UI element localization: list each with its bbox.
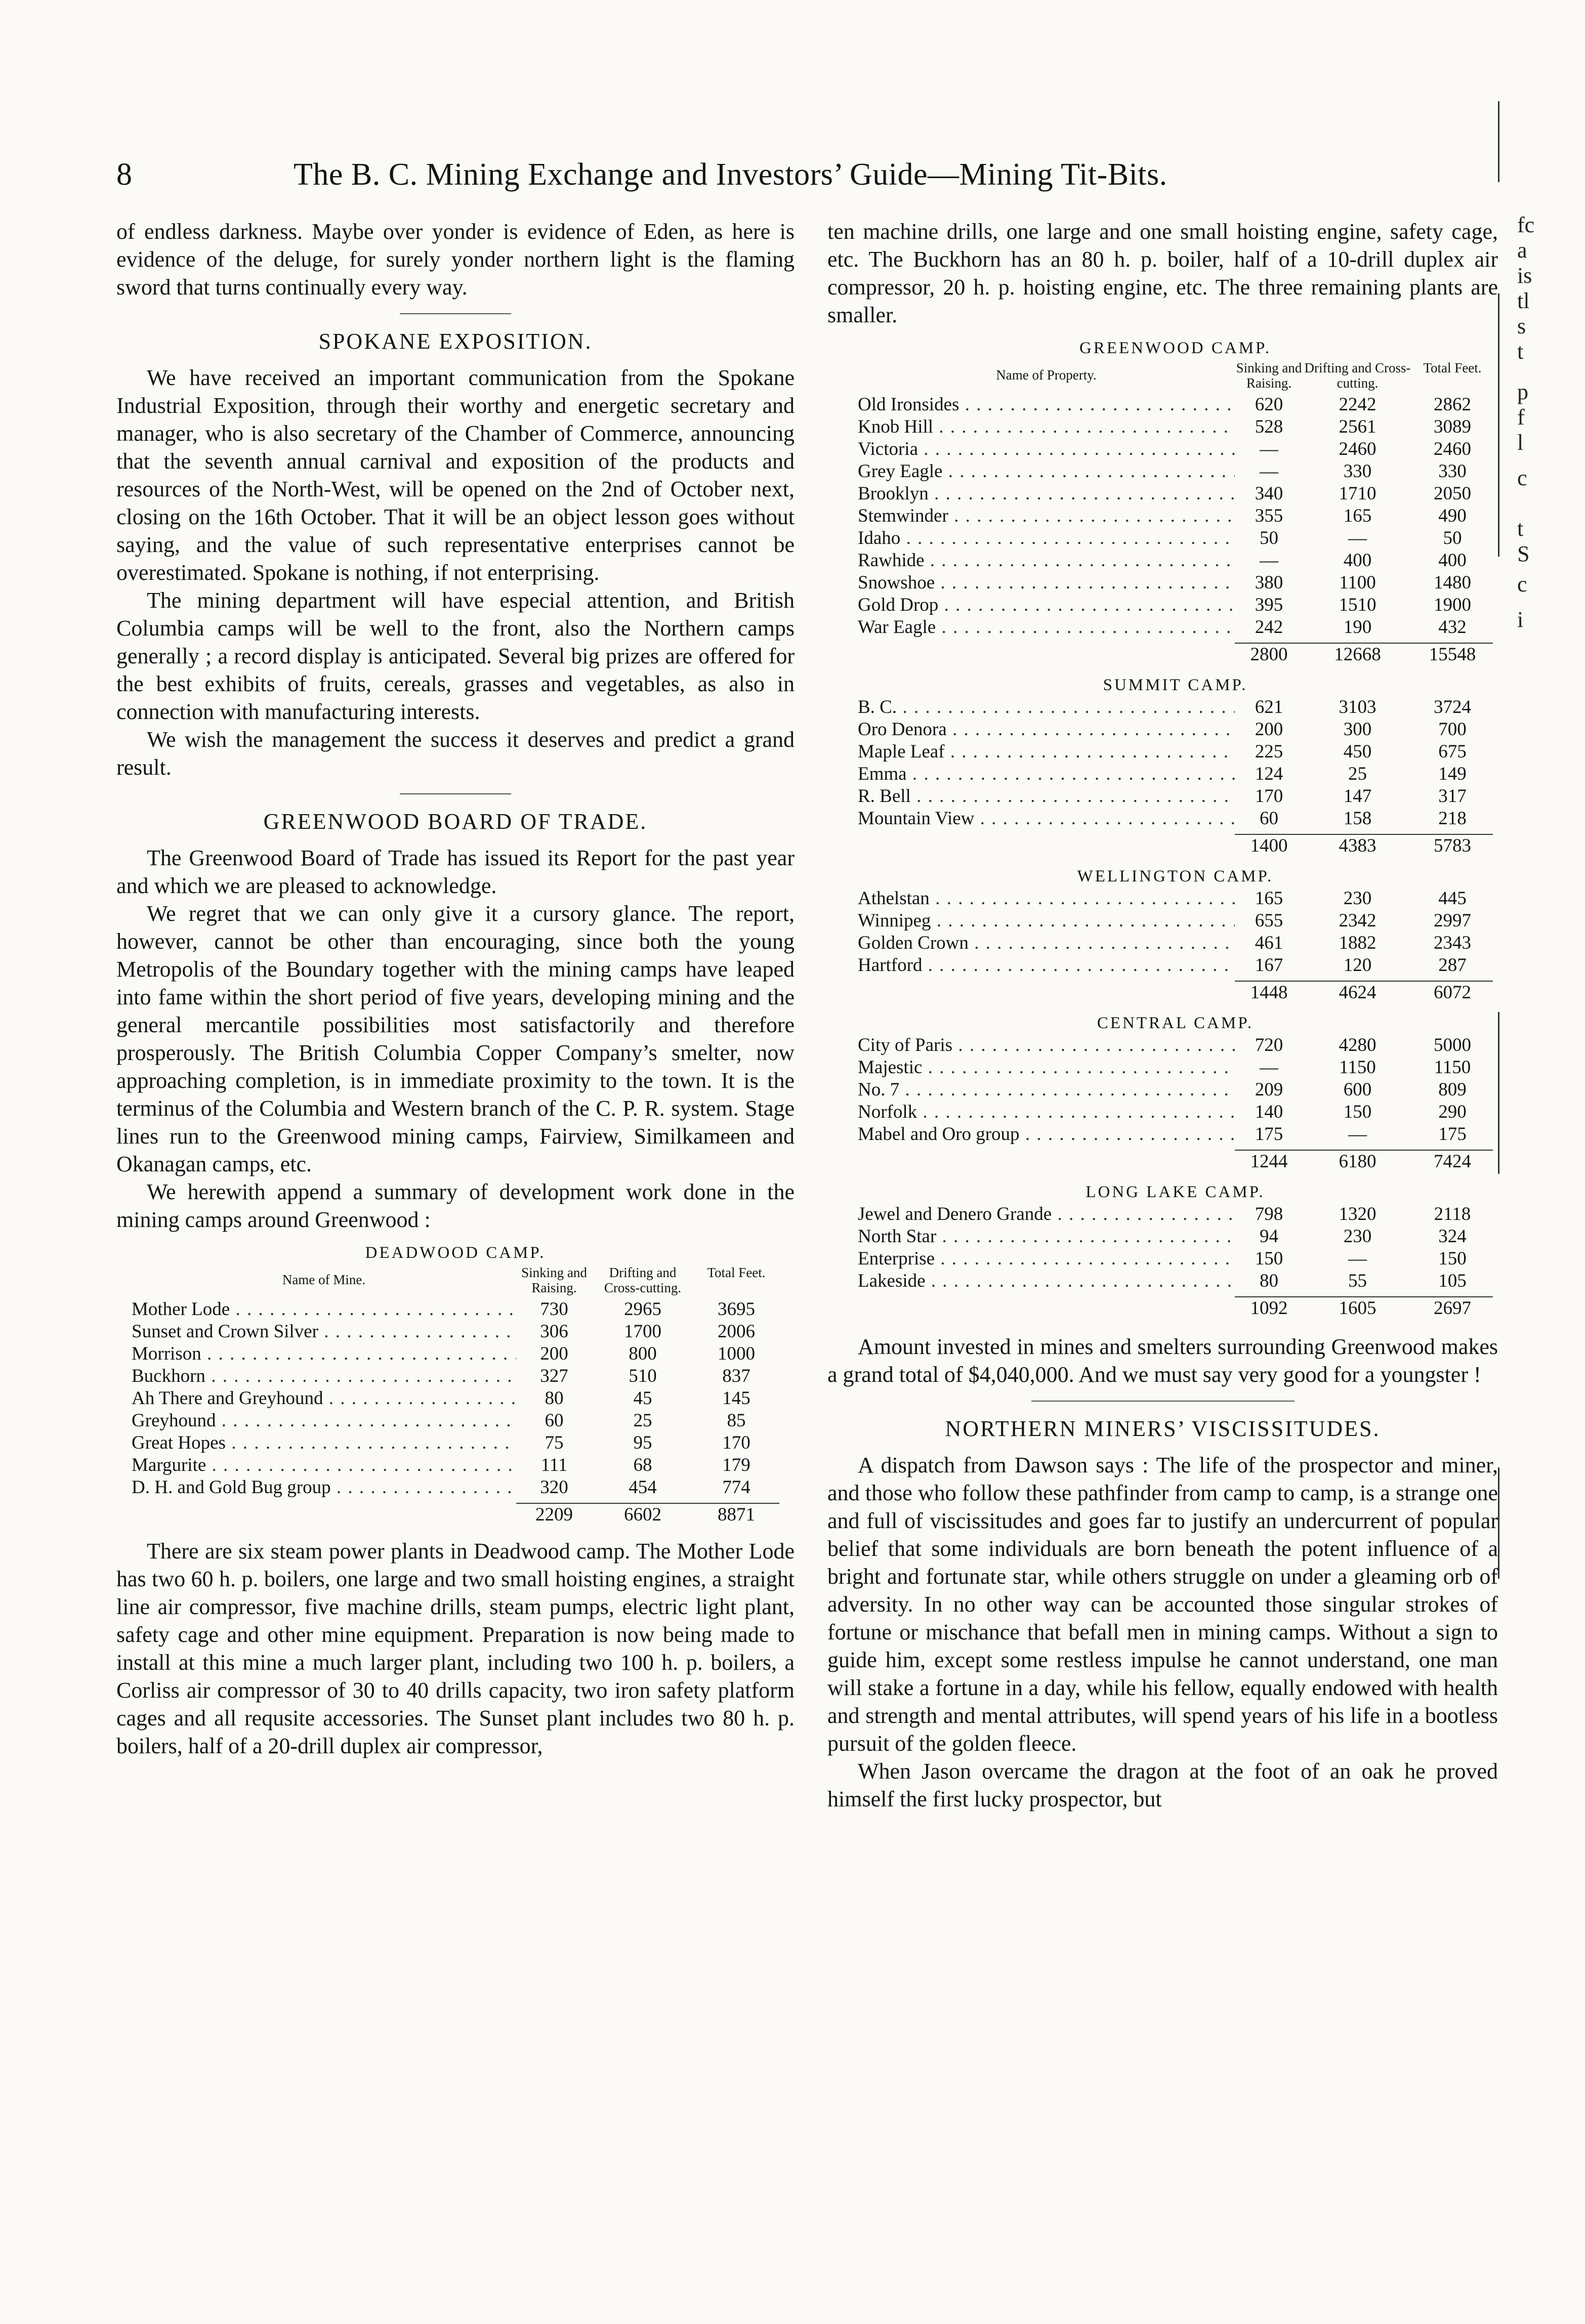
drifting-value: 190 (1343, 617, 1372, 638)
table-row (858, 763, 1493, 785)
mine-name: Greyhound . . . (132, 1410, 516, 1432)
total-value: 490 (1438, 505, 1467, 526)
table-row (132, 1321, 779, 1343)
sinking-value: 327 (540, 1366, 568, 1386)
margin-fragment: a (1517, 238, 1527, 263)
drifting-value: 1320 (1339, 1204, 1377, 1224)
drifting-value: 1882 (1339, 933, 1377, 953)
mine-name: D. H. and Gold Bug group . . . (132, 1476, 516, 1499)
sinking-value: 620 (1255, 394, 1283, 415)
page-edge-line (1498, 293, 1499, 557)
table-row (858, 954, 1493, 977)
drifting-value: 2965 (624, 1299, 661, 1320)
total-feet: 5783 (1412, 834, 1493, 857)
mine-name: City of Paris . . . (858, 1034, 1235, 1057)
left-column (116, 218, 795, 1760)
table-row (858, 1101, 1493, 1123)
table-row (132, 1298, 779, 1321)
total-value: 1150 (1434, 1057, 1471, 1078)
margin-fragment: is (1517, 263, 1532, 288)
total-sinking: 1448 (1235, 981, 1303, 1004)
sinking-value: 111 (540, 1455, 568, 1475)
table-row (858, 696, 1493, 719)
greenwood-heading: GREENWOOD BOARD OF TRADE. (263, 809, 648, 834)
sinking-value: 655 (1255, 910, 1283, 931)
total-value: 774 (722, 1477, 750, 1498)
total-value: 2460 (1434, 439, 1471, 459)
table-row (858, 910, 1493, 932)
table-row (858, 394, 1493, 416)
sinking-value: 306 (540, 1321, 568, 1342)
total-sinking: 1400 (1235, 834, 1303, 857)
table-row (858, 1270, 1493, 1292)
section-divider (400, 793, 511, 794)
totals-row (858, 643, 1493, 666)
total-value: 809 (1438, 1079, 1467, 1100)
northern-miners-heading: NORTHERN MINERS’ VISCISSITUDES. (945, 1416, 1381, 1441)
table-row (858, 483, 1493, 505)
table-row (132, 1476, 779, 1499)
total-value: 2050 (1434, 483, 1471, 504)
sinking-value: 150 (1255, 1248, 1283, 1269)
table-row (132, 1387, 779, 1410)
margin-fragment: p (1517, 379, 1528, 404)
greenwood-paragraph-2: We regret that we can only give it a cursory glance. The report, however, cannot be other than encouraging, since both the young Metropolis of the Boundary together with the mining camps have leaped into fame within the short period of five years, developing mining and the general mercantile possibilities most satisfactorily and therefore prosperously. The British Columbia Copper Company’s smelter, now approaching completion, is in immediate proximity to the town. It is the terminus of the Columbia and Western branch of the C. P. R. system. Stage lines run to the Greenwood mining camps, Fairview, Similkameen and Okanagan camps, etc. (116, 901, 795, 1176)
drifting-value: 147 (1343, 786, 1372, 807)
total-value: 2006 (718, 1321, 755, 1342)
sinking-value: 340 (1255, 483, 1283, 504)
table-row (858, 808, 1493, 830)
table-row (132, 1432, 779, 1454)
table-row (858, 1226, 1493, 1248)
drifting-value: 510 (629, 1366, 657, 1386)
header-name: Name of Property. (996, 367, 1097, 383)
drifting-value: — (1348, 1124, 1367, 1145)
total-sinking: 2209 (516, 1503, 592, 1526)
total-value: 179 (722, 1455, 750, 1475)
drifting-value: 230 (1343, 1226, 1372, 1247)
mine-name: Athelstan . . . (858, 888, 1235, 910)
drifting-value: 600 (1343, 1079, 1372, 1100)
mine-name: Maple Leaf . . . (858, 741, 1235, 763)
mine-name: No. 7 . . . (858, 1079, 1235, 1101)
mine-name: Victoria . . . (858, 438, 1235, 460)
mine-name: Margurite . . . (132, 1454, 516, 1476)
mine-name: Old Ironsides . . . (858, 394, 1235, 416)
total-value: 2862 (1434, 394, 1471, 415)
table-row (858, 572, 1493, 594)
right-column (827, 218, 1498, 1813)
table-row (858, 1034, 1493, 1057)
total-value: 432 (1438, 617, 1467, 638)
mine-name: Rawhide . . . (858, 550, 1235, 572)
deadwood-camp-table (132, 1242, 779, 1526)
mine-name: Grey Eagle . . . (858, 460, 1235, 483)
sinking-value: — (1260, 550, 1278, 571)
total-value: 170 (722, 1432, 750, 1453)
margin-fragment: s (1517, 314, 1526, 339)
drifting-value: 120 (1343, 955, 1372, 976)
table-row (858, 719, 1493, 741)
sinking-value: 355 (1255, 505, 1283, 526)
section-divider (1031, 1401, 1295, 1402)
header-name: Name of Mine. (282, 1272, 366, 1287)
mine-name: Morrison . . . (132, 1343, 516, 1365)
sinking-value: 75 (545, 1432, 564, 1453)
camp-title: GREENWOOD CAMP. (1079, 339, 1271, 357)
total-value: 400 (1438, 550, 1467, 571)
sinking-value: 209 (1255, 1079, 1283, 1100)
total-drifting: 12668 (1303, 643, 1412, 666)
total-value: 290 (1438, 1102, 1467, 1122)
mine-name: Majestic . . . (858, 1057, 1235, 1079)
total-value: 837 (722, 1366, 750, 1386)
total-value: 445 (1438, 888, 1467, 909)
total-value: 218 (1438, 808, 1467, 829)
sinking-value: 140 (1255, 1102, 1283, 1122)
camp-table (858, 674, 1493, 857)
mine-name: Snowshoe . . . (858, 572, 1235, 594)
totals-row (858, 1296, 1493, 1320)
total-value: 2997 (1434, 910, 1471, 931)
header-total: Total Feet. (1423, 360, 1482, 375)
sinking-value: 200 (540, 1343, 568, 1364)
drifting-value: 25 (1348, 764, 1367, 784)
drifting-value: 450 (1343, 741, 1372, 762)
total-value: 145 (722, 1388, 750, 1409)
drifting-value: 2242 (1339, 394, 1377, 415)
drifting-value: 2561 (1339, 416, 1377, 437)
table-row (858, 1123, 1493, 1146)
table-header (132, 1265, 779, 1295)
table-row (132, 1365, 779, 1387)
drifting-value: 2342 (1339, 910, 1377, 931)
drifting-value: 300 (1343, 719, 1372, 740)
table-row (858, 616, 1493, 639)
table-row (132, 1410, 779, 1432)
total-value: 50 (1443, 528, 1462, 548)
drifting-value: 1700 (624, 1321, 661, 1342)
drifting-value: 165 (1343, 505, 1372, 526)
sinking-value: 242 (1255, 617, 1283, 638)
margin-fragment: S (1517, 541, 1530, 566)
total-value: 1480 (1434, 572, 1471, 593)
sinking-value: 798 (1255, 1204, 1283, 1224)
northern-paragraph-2: When Jason overcame the dragon at the foot of an oak he proved himself the first lucky prospector, but (827, 1759, 1498, 1811)
drifting-value: — (1348, 528, 1367, 548)
total-feet: 2697 (1412, 1296, 1493, 1320)
mine-name: Knob Hill . . . (858, 416, 1235, 438)
margin-fragment: fc (1517, 213, 1535, 237)
table-row (858, 416, 1493, 438)
totals-row (858, 1150, 1493, 1173)
total-value: 1000 (718, 1343, 755, 1364)
total-sinking: 2800 (1235, 643, 1303, 666)
total-value: 317 (1438, 786, 1467, 807)
total-feet: 8871 (693, 1503, 779, 1526)
drifting-value: 800 (629, 1343, 657, 1364)
camp-title: WELLINGTON CAMP. (1077, 867, 1274, 885)
camp-table (858, 1181, 1493, 1320)
table-row (858, 932, 1493, 954)
total-value: 149 (1438, 764, 1467, 784)
mine-name: North Star . . . (858, 1226, 1235, 1248)
margin-fragment: t (1517, 516, 1524, 541)
mine-name: Gold Drop . . . (858, 594, 1235, 616)
page-edge-line (1498, 1012, 1499, 1174)
total-value: 105 (1438, 1271, 1467, 1291)
mine-name: Mountain View . . . (858, 808, 1235, 830)
running-header (116, 154, 1301, 195)
sinking-value: — (1260, 439, 1278, 459)
camp-title: CENTRAL CAMP. (1097, 1014, 1254, 1032)
mine-name: Stemwinder . . . (858, 505, 1235, 527)
table-row (132, 1454, 779, 1476)
mine-name: Winnipeg . . . (858, 910, 1235, 932)
sinking-value: 167 (1255, 955, 1283, 976)
header-drifting: Drifting and Cross-cutting. (604, 1265, 682, 1295)
sinking-value: — (1260, 461, 1278, 482)
drifting-value: 4280 (1339, 1035, 1377, 1055)
mine-name: Norfolk . . . (858, 1101, 1235, 1123)
total-value: 3695 (718, 1299, 755, 1320)
total-drifting: 1605 (1303, 1296, 1412, 1320)
sinking-value: 720 (1255, 1035, 1283, 1055)
sinking-value: 528 (1255, 416, 1283, 437)
total-value: 1900 (1434, 595, 1471, 615)
table-row (858, 505, 1493, 527)
sinking-value: 60 (545, 1410, 564, 1431)
sinking-value: 730 (540, 1299, 568, 1320)
margin-fragment: i (1517, 607, 1524, 632)
total-value: 287 (1438, 955, 1467, 976)
camp-title: DEADWOOD CAMP. (365, 1244, 546, 1262)
sinking-value: 395 (1255, 595, 1283, 615)
drifting-value: 230 (1343, 888, 1372, 909)
right-intro-paragraph: ten machine drills, one large and one small hoisting engine, safety cage, etc. The Buckhorn has an 80 h. p. boiler, half of a 10-drill duplex air compressor, 20 h. p. hoisting engine, etc. The three remaining plants are smaller. (827, 219, 1498, 327)
table-row (858, 1057, 1493, 1079)
totals-row (858, 981, 1493, 1004)
margin-fragment: f (1517, 405, 1525, 430)
sinking-value: 80 (545, 1388, 564, 1409)
table-row (858, 460, 1493, 483)
sinking-value: 165 (1255, 888, 1283, 909)
mine-name: Idaho . . . (858, 527, 1235, 550)
drifting-value: 1100 (1339, 572, 1376, 593)
margin-fragment: l (1517, 430, 1524, 455)
spokane-heading: SPOKANE EXPOSITION. (318, 329, 593, 354)
greenwood-paragraph-1: The Greenwood Board of Trade has issued its Report for the past year and which we are pleased to acknowledge. (116, 846, 795, 898)
sinking-value: 50 (1260, 528, 1278, 548)
section-divider (400, 313, 511, 314)
total-value: 175 (1438, 1124, 1467, 1145)
total-value: 700 (1438, 719, 1467, 740)
mine-name: Jewel and Denero Grande . . . (858, 1203, 1235, 1226)
table-row (858, 785, 1493, 808)
drifting-value: 400 (1343, 550, 1372, 571)
camp-table (858, 865, 1493, 1004)
spokane-paragraph-1: We have received an important communication from the Spokane Industrial Exposition, through their worthy and energetic secretary and manager, who is also secretary of the Chamber of Commerce, announcing that the seventh annual carnival and exposition of the products and resources of the North-West, will be opened on the 2nd of October next, closing on the 16th October. That it will be an object lesson goes without saying, and the value of such representative enterprises cannot be overestimated. Spokane is nothing, if not enterprising. (116, 365, 795, 585)
total-value: 324 (1438, 1226, 1467, 1247)
table-row (858, 1248, 1493, 1270)
sinking-value: 461 (1255, 933, 1283, 953)
page-number: 8 (116, 157, 132, 192)
page-edge-line (1498, 1467, 1499, 1579)
sinking-value: 170 (1255, 786, 1283, 807)
mine-name: Ah There and Greyhound . . . (132, 1387, 516, 1410)
drifting-value: 45 (633, 1388, 652, 1409)
total-drifting: 6602 (592, 1503, 693, 1526)
drifting-value: 55 (1348, 1271, 1367, 1291)
table-row (858, 741, 1493, 763)
table-header (858, 360, 1493, 391)
total-drifting: 6180 (1303, 1150, 1412, 1173)
total-feet: 15548 (1412, 643, 1493, 666)
sinking-value: 225 (1255, 741, 1283, 762)
mine-name: Buckhorn . . . (132, 1365, 516, 1387)
page-edge-line (1498, 101, 1499, 182)
total-value: 2343 (1434, 933, 1471, 953)
mine-name: Lakeside . . . (858, 1270, 1235, 1292)
drifting-value: 1710 (1339, 483, 1377, 504)
mine-name: R. Bell . . . (858, 785, 1235, 808)
sinking-value: — (1260, 1057, 1278, 1078)
header-sinking: Sinking and Raising. (521, 1265, 587, 1295)
total-value: 3724 (1434, 697, 1471, 717)
drifting-value: 158 (1343, 808, 1372, 829)
header-sinking: Sinking and Raising. (1236, 360, 1302, 391)
mine-name: Mabel and Oro group . . . (858, 1123, 1235, 1146)
header-drifting: Drifting and Cross-cutting. (1304, 360, 1411, 391)
camp-table (858, 337, 1493, 666)
total-value: 3089 (1434, 416, 1471, 437)
greenwood-paragraph-3: We herewith append a summary of development work done in the mining camps around Greenwood : (116, 1179, 795, 1232)
table-row (132, 1343, 779, 1365)
camp-table (858, 1012, 1493, 1173)
margin-fragment: t (1517, 339, 1524, 364)
sinking-value: 80 (1260, 1271, 1278, 1291)
total-feet: 7424 (1412, 1150, 1493, 1173)
drifting-value: 1510 (1339, 595, 1377, 615)
table-row (858, 1203, 1493, 1226)
mine-name: B. C. . . . (858, 696, 1235, 719)
adjacent-page-edge (1498, 101, 1585, 1973)
journal-title: The B. C. Mining Exchange and Investors’ Guide—Mining Tit-Bits. (294, 157, 1167, 192)
drifting-value: 95 (633, 1432, 652, 1453)
steam-plants-paragraph: There are six steam power plants in Deadwood camp. The Mother Lode has two 60 h. p. boilers, one large and two small hoisting engines, a straight line air compressor, five machine drills, steam pumps, electric light plant, safety cage and other mine equipment. Preparation is now being made to install at this mine a much larger plant, including two 100 h. p. boilers, a Corliss air compressor of 30 to 40 drills capacity, two iron safety platform cages and all requsite accessories. The Sunset plant includes two 80 h. p. boilers, half of a 20-drill duplex air compressor, (116, 1539, 795, 1758)
table-row (858, 594, 1493, 616)
spokane-paragraph-2: The mining department will have especial attention, and British Columbia camps will be well to the front, also the Northern camps generally ; a record display is anticipated. Several big prizes are offered for the best exhibits of fruits, cereals, grasses and vegetables, as also in connection with manufacturing interests. (116, 588, 795, 724)
table-row (858, 1079, 1493, 1101)
mine-name: Enterprise . . . (858, 1248, 1235, 1270)
sinking-value: 200 (1255, 719, 1283, 740)
mine-name: War Eagle . . . (858, 616, 1235, 639)
spokane-paragraph-3: We wish the management the success it deserves and predict a grand result. (116, 727, 795, 780)
drifting-value: — (1348, 1248, 1367, 1269)
mine-name: Oro Denora . . . (858, 719, 1235, 741)
sinking-value: 124 (1255, 764, 1283, 784)
mine-name: Great Hopes . . . (132, 1432, 516, 1454)
amount-invested-paragraph: Amount invested in mines and smelters surrounding Greenwood makes a grand total of $4,040,000. And we must say very good for a youngster ! (827, 1334, 1498, 1387)
drifting-value: 68 (633, 1455, 652, 1475)
sinking-value: 60 (1260, 808, 1278, 829)
totals-row (132, 1503, 779, 1526)
total-value: 150 (1438, 1248, 1467, 1269)
table-row (858, 438, 1493, 460)
total-value: 85 (727, 1410, 746, 1431)
drifting-value: 454 (629, 1477, 657, 1498)
header-total: Total Feet. (707, 1265, 766, 1280)
margin-fragment: c (1517, 572, 1527, 597)
margin-fragment: tl (1517, 288, 1530, 313)
total-value: 2118 (1434, 1204, 1471, 1224)
northern-paragraph-1: A dispatch from Dawson says : The life of the prospector and miner, and those who follow these pathfinder from camp to camp, is a strange one and full of viscissitudes and goes far to justify an undercurrent of popular belief that some individuals are born beneath the potent influence of a bright and fortunate star, while others struggle on under a gleaming orb of adversity. In no other way can be accounted those singular strokes of fortune or mischance that befall men in mining camps. Without a sign to guide him, except some restless impulse he cannot understand, one man will stake a fortune in a day, while his fellow, equally endowed with health and strength and mental attributes, will spend years of his life in a bootless pursuit of the golden fleece. (827, 1453, 1498, 1756)
mine-name: Mother Lode . . . (132, 1298, 516, 1321)
sinking-value: 320 (540, 1477, 568, 1498)
drifting-value: 150 (1343, 1102, 1372, 1122)
sinking-value: 380 (1255, 572, 1283, 593)
sinking-value: 94 (1260, 1226, 1278, 1247)
sinking-value: 175 (1255, 1124, 1283, 1145)
total-value: 330 (1438, 461, 1467, 482)
drifting-value: 25 (633, 1410, 652, 1431)
mine-name: Brooklyn . . . (858, 483, 1235, 505)
total-value: 5000 (1434, 1035, 1471, 1055)
sinking-value: 621 (1255, 697, 1283, 717)
total-value: 675 (1438, 741, 1467, 762)
table-row (858, 550, 1493, 572)
mine-name: Emma . . . (858, 763, 1235, 785)
table-row (858, 527, 1493, 550)
drifting-value: 1150 (1339, 1057, 1376, 1078)
drifting-value: 330 (1343, 461, 1372, 482)
totals-row (858, 834, 1493, 857)
margin-fragment: c (1517, 466, 1527, 490)
total-drifting: 4624 (1303, 981, 1412, 1004)
mine-name: Golden Crown . . . (858, 932, 1235, 954)
total-sinking: 1244 (1235, 1150, 1303, 1173)
drifting-value: 2460 (1339, 439, 1377, 459)
mine-name: Hartford . . . (858, 954, 1235, 977)
mine-name: Sunset and Crown Silver . . . (132, 1321, 516, 1343)
total-feet: 6072 (1412, 981, 1493, 1004)
total-sinking: 1092 (1235, 1296, 1303, 1320)
camp-title: LONG LAKE CAMP. (1086, 1183, 1265, 1201)
table-row (858, 888, 1493, 910)
total-drifting: 4383 (1303, 834, 1412, 857)
drifting-value: 3103 (1339, 697, 1377, 717)
camp-title: SUMMIT CAMP. (1103, 676, 1248, 694)
left-intro-paragraph: of endless darkness. Maybe over yonder is evidence of Eden, as here is evidence of the deluge, for surely yonder northern light is the flaming sword that turns continually every way. (116, 219, 795, 300)
